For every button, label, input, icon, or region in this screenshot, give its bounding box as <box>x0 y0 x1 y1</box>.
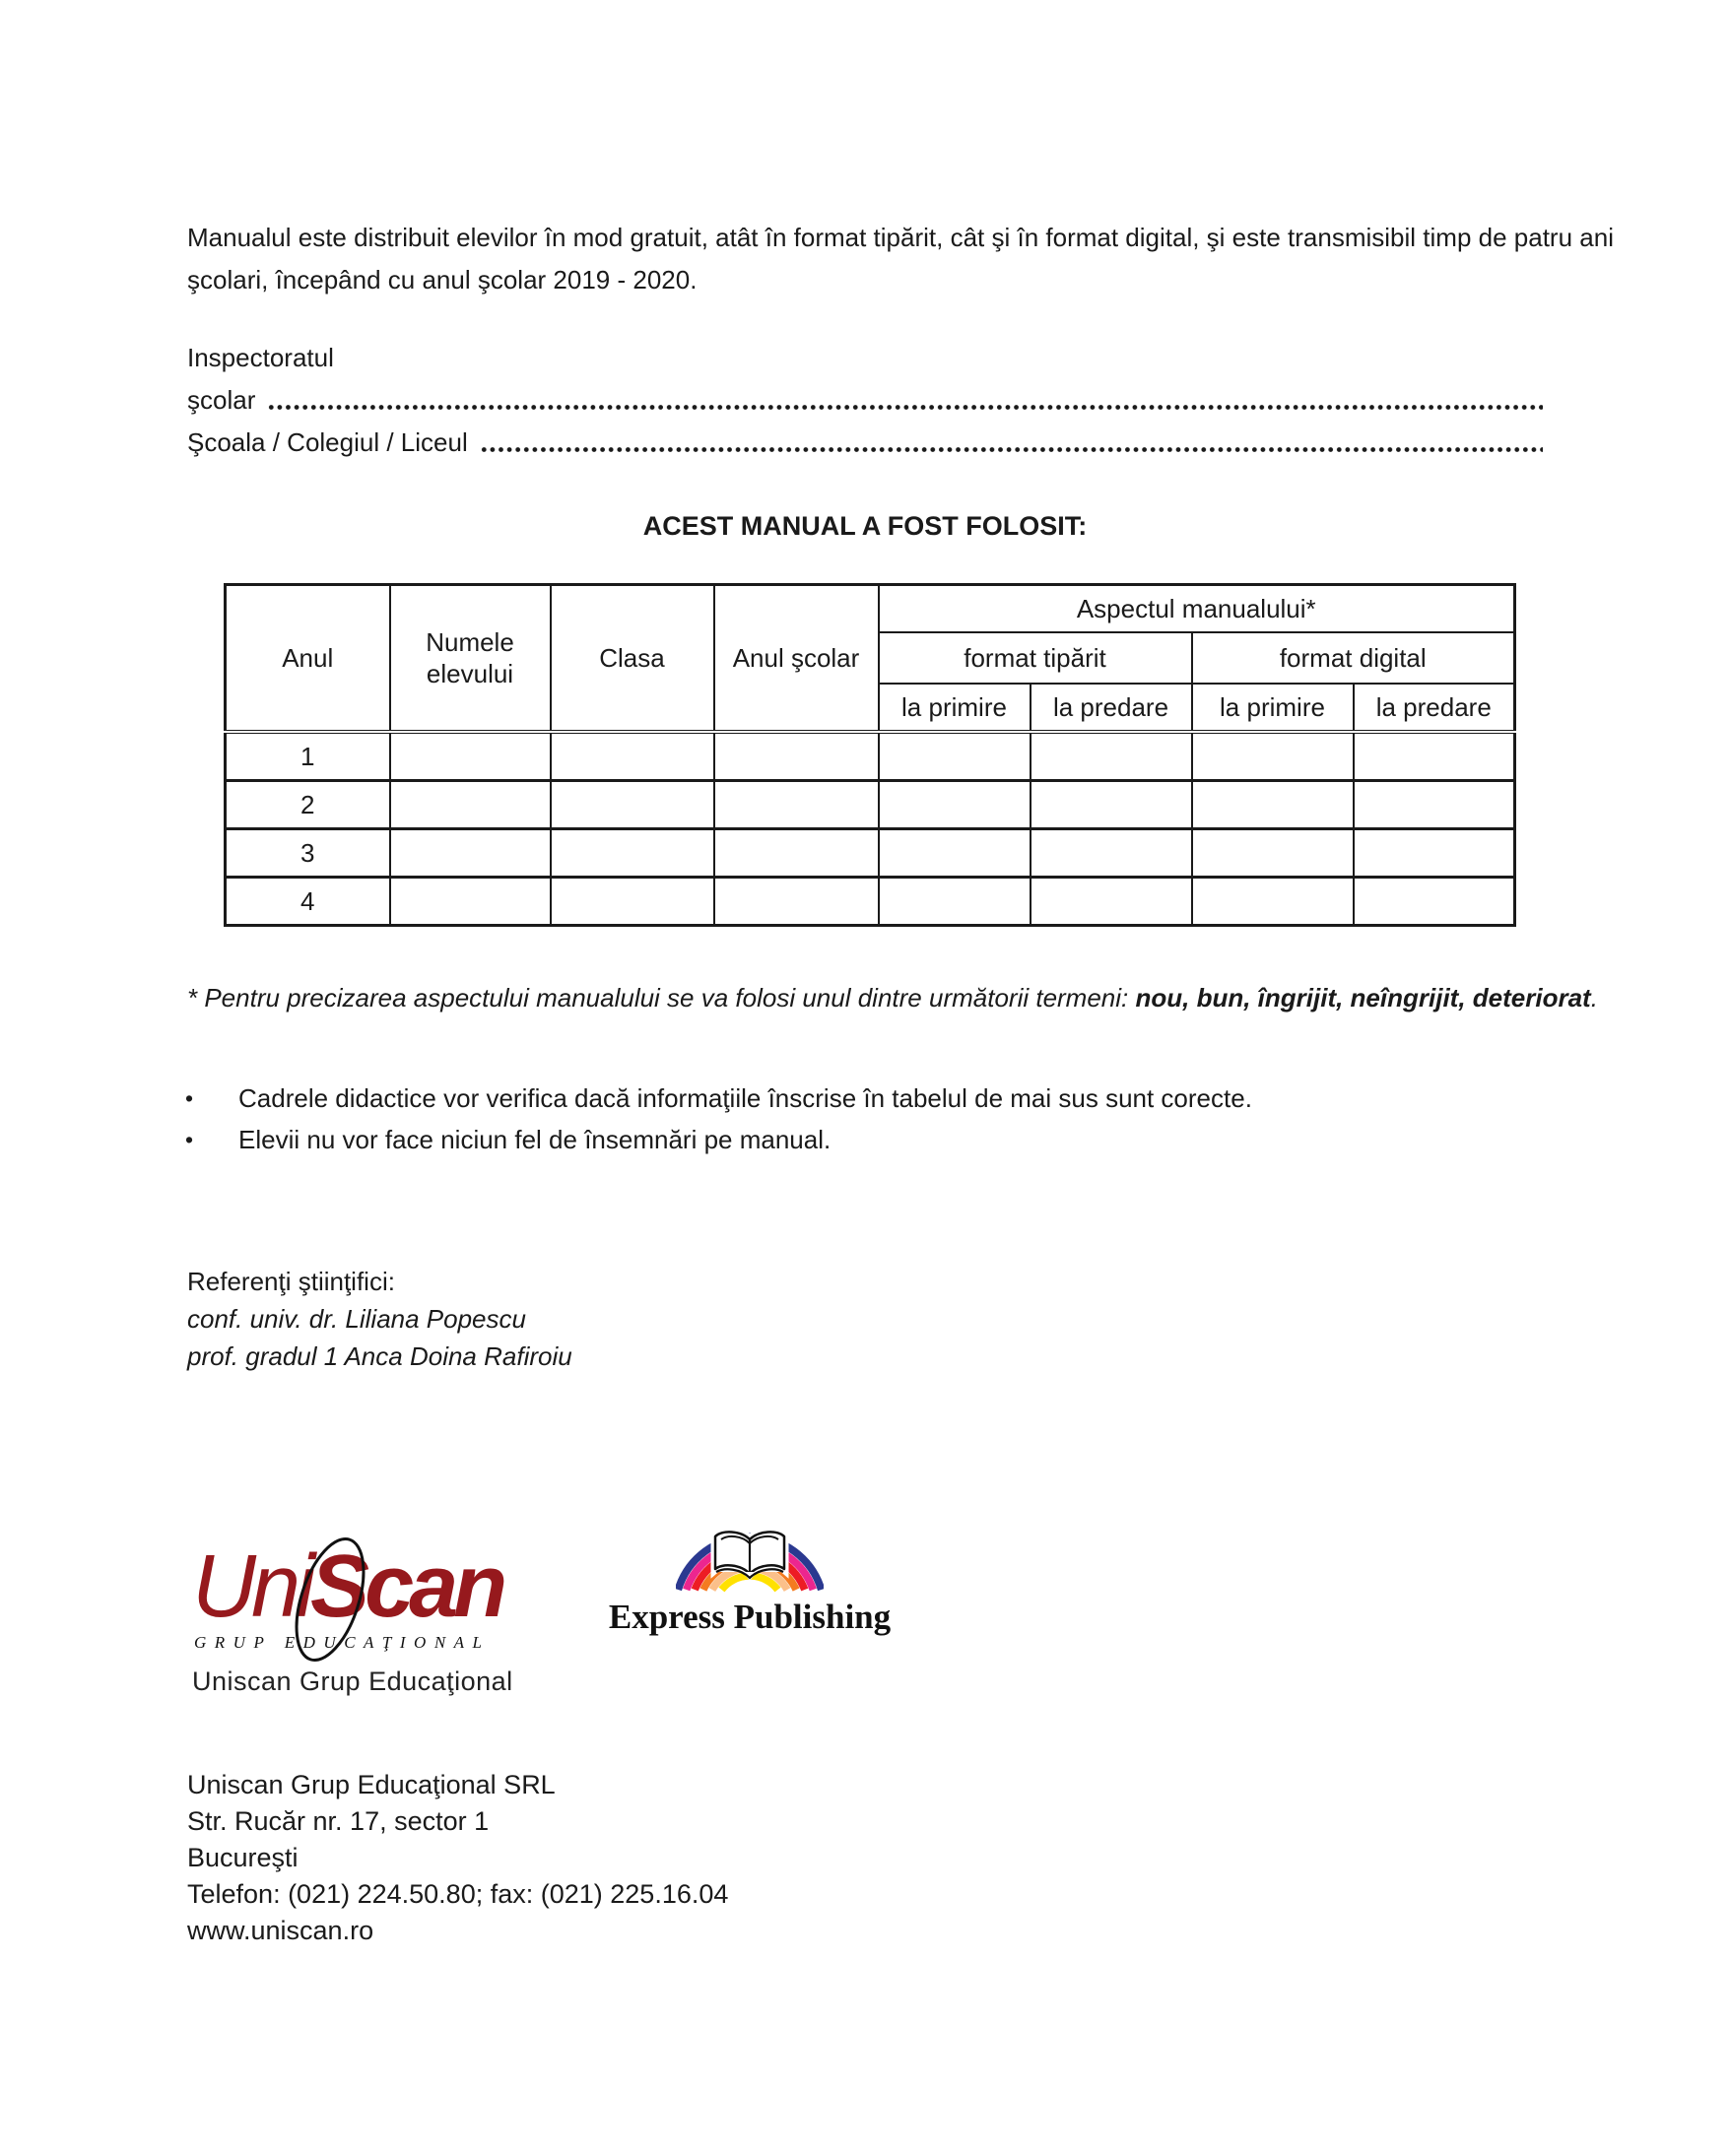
referents-heading: Referenţi ştiinţifici: <box>187 1267 395 1296</box>
empty-cell <box>714 732 879 781</box>
empty-cell <box>551 781 714 829</box>
empty-cell <box>1354 829 1515 878</box>
col-header-la-predare-tiparit: la predare <box>1031 684 1192 732</box>
empty-cell <box>551 732 714 781</box>
empty-cell <box>1031 829 1192 878</box>
website-link[interactable]: www.uniscan.ro <box>187 1916 374 1945</box>
uniscan-subtext: GRUP EDUCAŢIONAL <box>194 1633 491 1652</box>
empty-cell <box>1031 732 1192 781</box>
empty-cell <box>714 781 879 829</box>
bullet-list <box>185 1078 1564 1160</box>
rainbow-book-icon <box>676 1529 824 1594</box>
empty-cell <box>390 781 551 829</box>
uniscan-word-scan: Scan <box>310 1537 503 1636</box>
bullet-text: Cadrele didactice vor verifica dacă informaţiile înscrise în tabelul de mai sus sunt corecte. <box>238 1082 1252 1113</box>
empty-cell <box>1031 878 1192 926</box>
empty-cell <box>879 829 1031 878</box>
col-header-format-tiparit: format tipărit <box>879 632 1192 684</box>
empty-cell <box>390 829 551 878</box>
referent-name: prof. gradul 1 Anca Doina Rafiroiu <box>187 1341 572 1371</box>
phone-fax-line: Telefon: (021) 224.50.80; fax: (021) 225.16.04 <box>187 1879 729 1909</box>
table-row <box>226 781 1515 829</box>
footnote-suffix: . <box>1590 983 1598 1013</box>
empty-cell <box>390 732 551 781</box>
city-line: Bucureşti <box>187 1843 299 1872</box>
row-number-cell: 3 <box>226 829 390 878</box>
empty-cell <box>1354 878 1515 926</box>
col-header-numele: Numele elevului <box>390 585 551 733</box>
scolar-row <box>187 375 1543 418</box>
uniscan-word-uni: Uni <box>192 1537 311 1636</box>
express-publishing-logo <box>601 1529 898 1637</box>
address-line: Str. Rucăr nr. 17, sector 1 <box>187 1806 490 1836</box>
table-row <box>226 829 1515 878</box>
footnote-prefix: * Pentru precizarea aspectului manualului se va folosi unul dintre următorii termeni: <box>187 983 1136 1013</box>
scolar-fill-line <box>267 404 1543 411</box>
table-row <box>226 878 1515 926</box>
empty-cell <box>1031 781 1192 829</box>
col-header-anul-scolar: Anul şcolar <box>714 585 879 733</box>
empty-cell <box>714 878 879 926</box>
inspectorate-label: Inspectoratul <box>187 343 334 372</box>
bullet-icon: • <box>185 1084 194 1111</box>
express-publishing-name: Express Publishing <box>608 1598 892 1636</box>
empty-cell <box>1192 781 1354 829</box>
empty-cell <box>551 829 714 878</box>
row-number-cell: 4 <box>226 878 390 926</box>
table-row <box>226 732 1515 781</box>
col-header-la-primire-tiparit: la primire <box>879 684 1031 732</box>
col-header-format-digital: format digital <box>1192 632 1515 684</box>
contact-block <box>187 1767 728 1949</box>
uniscan-caption: Uniscan Grup Educaţional <box>192 1666 513 1696</box>
school-row <box>187 418 1543 460</box>
referent-name: conf. univ. dr. Liliana Popescu <box>187 1304 526 1334</box>
footnote-terms: nou, bun, îngrijit, neîngrijit, deteriorat <box>1135 983 1591 1013</box>
referents-block <box>187 1263 572 1375</box>
intro-paragraph: Manualul este distribuit elevilor în mod gratuit, atât în format tipărit, cât şi în format digital, şi este transmisibil timp de patru ani şcolari, începând cu anul şcolar 2019 - 2020. <box>187 223 1614 294</box>
col-header-la-primire-digital: la primire <box>1192 684 1354 732</box>
school-fill-line <box>480 446 1543 453</box>
row-number-cell: 2 <box>226 781 390 829</box>
footnote <box>187 977 1685 1018</box>
empty-cell <box>879 732 1031 781</box>
empty-cell <box>1192 732 1354 781</box>
col-header-anul: Anul <box>226 585 390 733</box>
empty-cell <box>879 781 1031 829</box>
form-block <box>187 333 1543 460</box>
empty-cell <box>1354 732 1515 781</box>
empty-cell <box>551 878 714 926</box>
empty-cell <box>1192 878 1354 926</box>
bullet-item <box>185 1119 1564 1160</box>
bullet-icon: • <box>185 1126 194 1152</box>
row-number-cell: 1 <box>226 732 390 781</box>
school-label: Şcoala / Colegiul / Liceul <box>187 427 468 457</box>
empty-cell <box>714 829 879 878</box>
open-book-icon <box>715 1532 784 1578</box>
empty-cell <box>1192 829 1354 878</box>
col-header-la-predare-digital: la predare <box>1354 684 1515 732</box>
scolar-label: şcolar <box>187 385 256 415</box>
inspectorate-row <box>187 333 1543 375</box>
empty-cell <box>390 878 551 926</box>
empty-cell <box>879 878 1031 926</box>
company-name: Uniscan Grup Educaţional SRL <box>187 1770 556 1799</box>
uniscan-logo <box>192 1533 517 1700</box>
col-header-clasa: Clasa <box>551 585 714 733</box>
section-title: ACEST MANUAL A FOST FOLOSIT: <box>642 511 1088 541</box>
usage-table <box>224 583 1516 927</box>
bullet-item <box>185 1078 1564 1119</box>
col-header-aspectul: Aspectul manualului* <box>879 585 1515 633</box>
empty-cell <box>1354 781 1515 829</box>
bullet-text: Elevii nu vor face niciun fel de însemnări pe manual. <box>238 1124 832 1154</box>
